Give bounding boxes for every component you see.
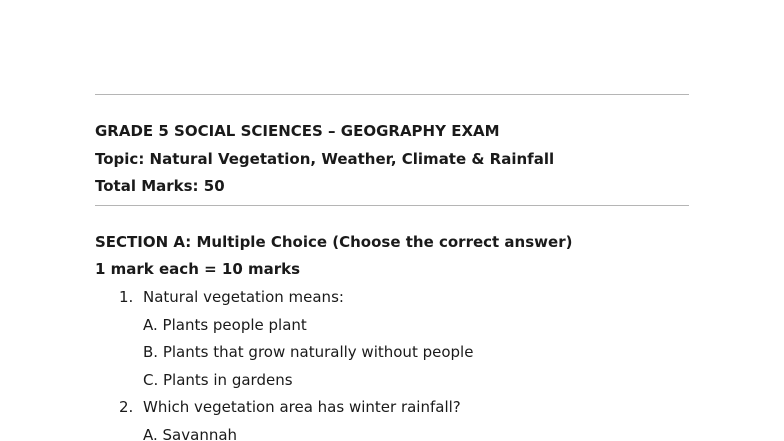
header-divider — [95, 205, 689, 206]
top-divider — [95, 94, 689, 95]
section-a-marks-note: 1 mark each = 10 marks — [95, 260, 301, 278]
exam-title: GRADE 5 SOCIAL SCIENCES – GEOGRAPHY EXAM — [95, 122, 500, 140]
exam-topic: Topic: Natural Vegetation, Weather, Climate & Rainfall — [95, 150, 555, 168]
question-number: 1. — [119, 288, 134, 306]
option-b: B. Plants that grow naturally without people — [143, 343, 474, 361]
section-a-heading: SECTION A: Multiple Choice (Choose the correct answer) — [95, 233, 573, 251]
option-c: C. Plants in gardens — [143, 371, 293, 389]
question-text: Natural vegetation means: — [143, 288, 344, 306]
question-number: 2. — [119, 398, 134, 416]
option-a: A. Plants people plant — [143, 316, 307, 334]
question-text: Which vegetation area has winter rainfall? — [143, 398, 461, 416]
option-a: A. Savannah — [143, 426, 238, 441]
exam-total-marks: Total Marks: 50 — [95, 177, 225, 195]
